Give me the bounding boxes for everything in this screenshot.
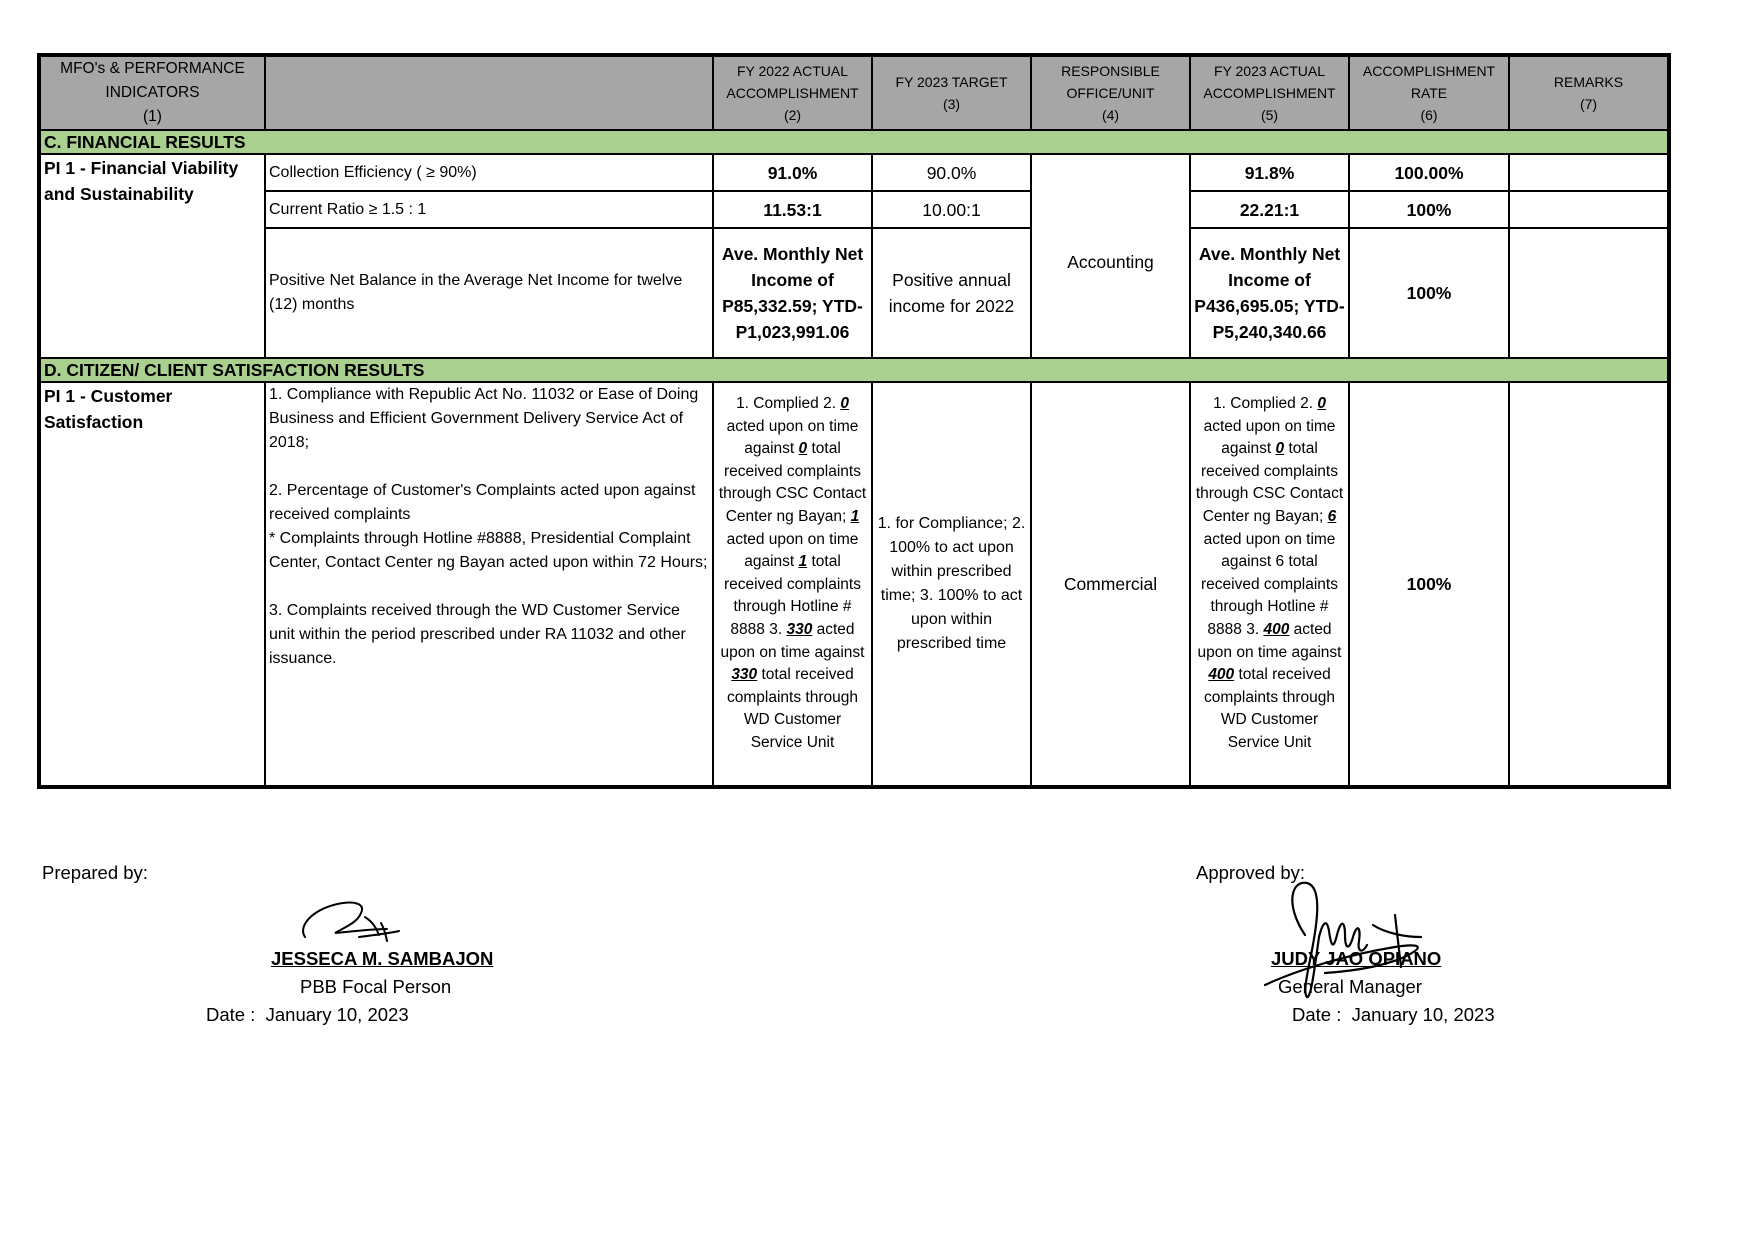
approved-name: JUDY JAO OPIANO	[1271, 948, 1442, 969]
target-cell: 1. for Compliance; 2. 100% to act upon within prescribed time; 3. 100% to act upon within prescribed time	[872, 382, 1031, 787]
rate-cell: 100%	[1349, 382, 1509, 787]
header-fy2023: FY 2023 ACTUAL ACCOMPLISHMENT (5)	[1190, 55, 1349, 130]
header-rate: ACCOMPLISHMENT RATE (6)	[1349, 55, 1509, 130]
office-cell-financial: Accounting	[1031, 154, 1190, 358]
approved-date-value: January 10, 2023	[1351, 1004, 1495, 1025]
header-mfo: MFO's & PERFORMANCE INDICATORS (1)	[39, 55, 265, 130]
target-cell: 10.00:1	[872, 191, 1031, 228]
section-row	[39, 130, 1669, 154]
remarks-cell	[1509, 191, 1669, 228]
fy2022-cell: 1. Complied 2. 0 acted upon on time against 0 total received complaints through CSC Contact Center ng Bayan; 1 acted upon on time against 1 total received complaints through Hotline # 8888 3. 330 acted upon on time against 330 total received complaints through WD Customer Service Unit	[713, 382, 872, 787]
prepared-date	[206, 1004, 409, 1026]
prepared-signature-image	[295, 895, 405, 945]
pi-financial-label: PI 1 - Financial Viability and Sustainability	[39, 154, 265, 358]
approved-date	[1292, 1004, 1495, 1026]
fy2023-cell: 91.8%	[1190, 154, 1349, 191]
approved-title: General Manager	[1278, 976, 1422, 997]
fy2023-cell: 1. Complied 2. 0 acted upon on time against 0 total received complaints through CSC Contact Center ng Bayan; 6 acted upon on time against 6 total received complaints through Hotline # 8888 3. 400 acted upon on time against 400 total received complaints through WD Customer Service Unit	[1190, 382, 1349, 787]
fy2022-cell: 91.0%	[713, 154, 872, 191]
prepared-name: JESSECA M. SAMBAJON	[271, 948, 494, 969]
section-row	[39, 358, 1669, 382]
office-cell-customer: Commercial	[1031, 382, 1190, 787]
header-blank	[265, 55, 713, 130]
indicator-cell: Collection Efficiency ( ≥ 90%)	[265, 154, 713, 191]
approved-by-label: Approved by:	[1196, 862, 1306, 883]
fy2023-cell: Ave. Monthly Net Income of P436,695.05; YTD-P5,240,340.66	[1190, 228, 1349, 358]
header-office: RESPONSIBLE OFFICE/UNIT (4)	[1031, 55, 1190, 130]
table-row	[39, 382, 1669, 787]
table-row	[39, 154, 1669, 191]
header-row	[39, 55, 1669, 130]
indicator-cell: Positive Net Balance in the Average Net Income for twelve (12) months	[265, 228, 713, 358]
header-remarks: REMARKS (7)	[1509, 55, 1669, 130]
target-cell: Positive annual income for 2022	[872, 228, 1031, 358]
fy2023-cell: 22.21:1	[1190, 191, 1349, 228]
prepared-date-label: Date :	[206, 1004, 256, 1025]
approved-date-label: Date :	[1292, 1004, 1342, 1025]
prepared-title: PBB Focal Person	[300, 976, 452, 997]
fy2022-cell: 11.53:1	[713, 191, 872, 228]
indicator-cell: Current Ratio ≥ 1.5 : 1	[265, 191, 713, 228]
remarks-cell	[1509, 228, 1669, 358]
target-cell: 90.0%	[872, 154, 1031, 191]
rate-cell: 100.00%	[1349, 154, 1509, 191]
prepared-date-value: January 10, 2023	[265, 1004, 409, 1025]
prepared-by-label: Prepared by:	[42, 862, 148, 883]
rate-cell: 100%	[1349, 228, 1509, 358]
section-title-citizen: D. CITIZEN/ CLIENT SATISFACTION RESULTS	[39, 358, 1669, 382]
header-target: FY 2023 TARGET (3)	[872, 55, 1031, 130]
remarks-cell	[1509, 382, 1669, 787]
header-fy2022: FY 2022 ACTUAL ACCOMPLISHMENT (2)	[713, 55, 872, 130]
pi-customer-label: PI 1 - Customer Satisfaction	[39, 382, 265, 787]
performance-table	[37, 53, 1671, 789]
approved-signature-image	[1245, 875, 1435, 1005]
rate-cell: 100%	[1349, 191, 1509, 228]
fy2022-cell: Ave. Monthly Net Income of P85,332.59; YTD-P1,023,991.06	[713, 228, 872, 358]
table-row	[39, 228, 1669, 358]
remarks-cell	[1509, 154, 1669, 191]
table-row	[39, 191, 1669, 228]
indicator-cell: 1. Compliance with Republic Act No. 11032 or Ease of Doing Business and Efficient Government Delivery Service Act of 2018; 2. Percentage of Customer's Complaints acted upon against received complaints * Complaints through Hotline #8888, Presidential Complaint Center, Contact Center ng Bayan acted upon within 72 Hours; 3. Complaints received through the WD Customer Service unit within the period prescribed under RA 11032 and other issuance.	[265, 382, 713, 787]
section-title-financial: C. FINANCIAL RESULTS	[39, 130, 1669, 154]
